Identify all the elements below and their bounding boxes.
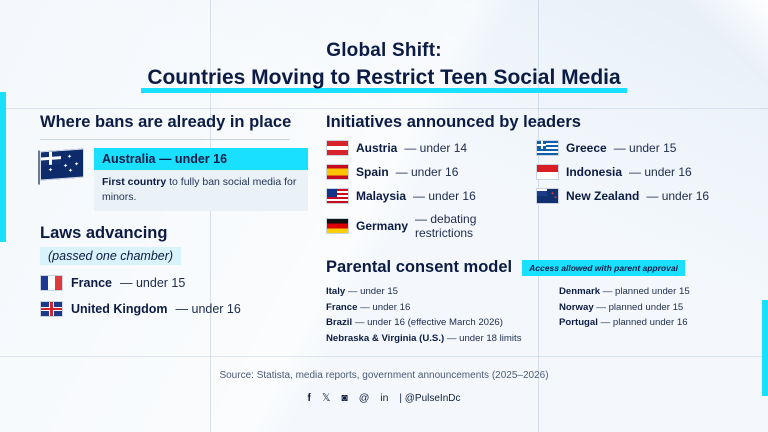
country-value: — under 16 xyxy=(175,302,241,317)
country-value: — debating restrictions xyxy=(415,212,477,240)
australia-flag-icon: ✦ ✦ ✦ ✦ ✦ xyxy=(40,148,86,210)
parental-consent-chip: Access allowed with parent approval xyxy=(522,260,685,276)
country-name: Spain xyxy=(356,165,389,179)
country-name: Italy xyxy=(326,286,346,297)
country-name: Indonesia xyxy=(566,165,623,179)
laws-section-title: Laws advancing xyxy=(40,223,168,242)
source-note: Source: Statista, media reports, government announcements (2025–2026) xyxy=(219,370,549,381)
list-item xyxy=(536,164,730,180)
australia-note-bold: First country xyxy=(102,176,167,189)
parental-consent-header xyxy=(326,258,730,277)
list-item xyxy=(326,188,520,204)
parental-consent-body xyxy=(326,284,730,346)
country-value: — under 16 xyxy=(646,189,710,203)
header xyxy=(0,40,768,90)
australia-note-rest: to fully ban social media for minors. xyxy=(102,176,297,203)
parental-consent-title: Parental consent model xyxy=(326,258,513,276)
australia-headline: Australia — under 16 xyxy=(94,148,308,170)
left-column xyxy=(40,113,308,317)
country-name: Norway xyxy=(559,301,594,313)
country-name: New Zealand xyxy=(566,189,640,203)
list-item xyxy=(536,188,730,204)
list-item xyxy=(326,331,541,347)
country-name: Malaysia xyxy=(356,189,407,203)
parental-col-1 xyxy=(326,284,541,346)
list-item xyxy=(40,301,308,317)
country-name: Germany xyxy=(356,219,409,233)
australia-card xyxy=(40,148,308,210)
bans-section-title: Where bans are already in place xyxy=(40,113,292,131)
threads-icon[interactable]: @ xyxy=(358,392,370,404)
list-item xyxy=(536,140,730,156)
malaysia-flag-icon xyxy=(326,188,349,204)
austria-flag-icon xyxy=(326,140,349,156)
parental-col-2 xyxy=(559,284,690,346)
linkedin-icon[interactable]: in xyxy=(380,392,389,404)
list-item xyxy=(326,164,520,180)
initiatives-title: Initiatives announced by leaders xyxy=(326,113,581,131)
list-item xyxy=(326,315,541,331)
page-subtitle: Countries Moving to Restrict Teen Social Media xyxy=(147,66,621,89)
country-name: Denmark xyxy=(559,286,601,297)
divider xyxy=(40,139,290,140)
initiatives-grid xyxy=(326,140,730,248)
country-value: — under 15 xyxy=(120,276,186,291)
page-subtitle-wrap xyxy=(141,66,626,90)
country-value: — under 16 xyxy=(413,189,476,203)
greece-flag-icon xyxy=(536,140,559,156)
country-name: France xyxy=(326,301,358,313)
country-name: Austria xyxy=(356,141,398,155)
france-flag-icon xyxy=(40,275,63,291)
country-name: Brazil xyxy=(326,317,353,329)
country-value: — planned under 15 xyxy=(602,286,690,297)
country-value: — under 16 xyxy=(629,165,692,179)
facebook-icon[interactable]: 𝐟 xyxy=(307,392,312,404)
social-bar xyxy=(0,392,768,405)
country-value: — under 16 xyxy=(395,165,459,179)
new-zealand-flag-icon: ✦ ✦ xyxy=(536,188,559,204)
indonesia-flag-icon xyxy=(536,164,559,180)
list-item xyxy=(40,275,308,291)
country-name: United Kingdom xyxy=(71,302,168,317)
country-value: — under 18 limits xyxy=(446,332,522,344)
list-item xyxy=(326,284,541,300)
country-value: — planned under 15 xyxy=(596,301,684,313)
country-name: Nebraska & Virginia (U.S.) xyxy=(326,332,445,344)
country-name: France xyxy=(71,276,112,291)
country-name: Greece xyxy=(566,141,607,155)
germany-flag-icon xyxy=(326,218,349,234)
country-value: — under 15 xyxy=(613,141,677,155)
list-item xyxy=(559,300,690,316)
list-item xyxy=(326,140,520,156)
country-value: — under 15 xyxy=(347,286,399,297)
handle-label: | @PulseInDc xyxy=(399,393,461,404)
country-value: — planned under 16 xyxy=(600,317,688,329)
australia-note xyxy=(94,170,308,210)
uk-flag-icon xyxy=(40,301,63,317)
list-item xyxy=(559,315,690,331)
instagram-icon[interactable]: ◙ xyxy=(341,392,348,404)
page-title: Global Shift: xyxy=(326,40,442,61)
list-item xyxy=(326,300,541,316)
laws-chip: (passed one chamber) xyxy=(40,247,181,265)
list-item xyxy=(559,284,690,300)
spain-flag-icon xyxy=(326,164,349,180)
x-icon[interactable]: 𝕏 xyxy=(322,392,331,404)
initiatives-col-2 xyxy=(536,140,730,248)
country-value: — under 16 (effective March 2026) xyxy=(354,317,503,329)
country-name: Portugal xyxy=(559,317,598,329)
country-value: — under 14 xyxy=(404,141,468,155)
list-item xyxy=(326,212,520,240)
country-value: — under 16 xyxy=(360,301,411,313)
initiatives-col-1 xyxy=(326,140,520,248)
laws-section xyxy=(40,224,308,265)
right-column xyxy=(326,113,730,346)
